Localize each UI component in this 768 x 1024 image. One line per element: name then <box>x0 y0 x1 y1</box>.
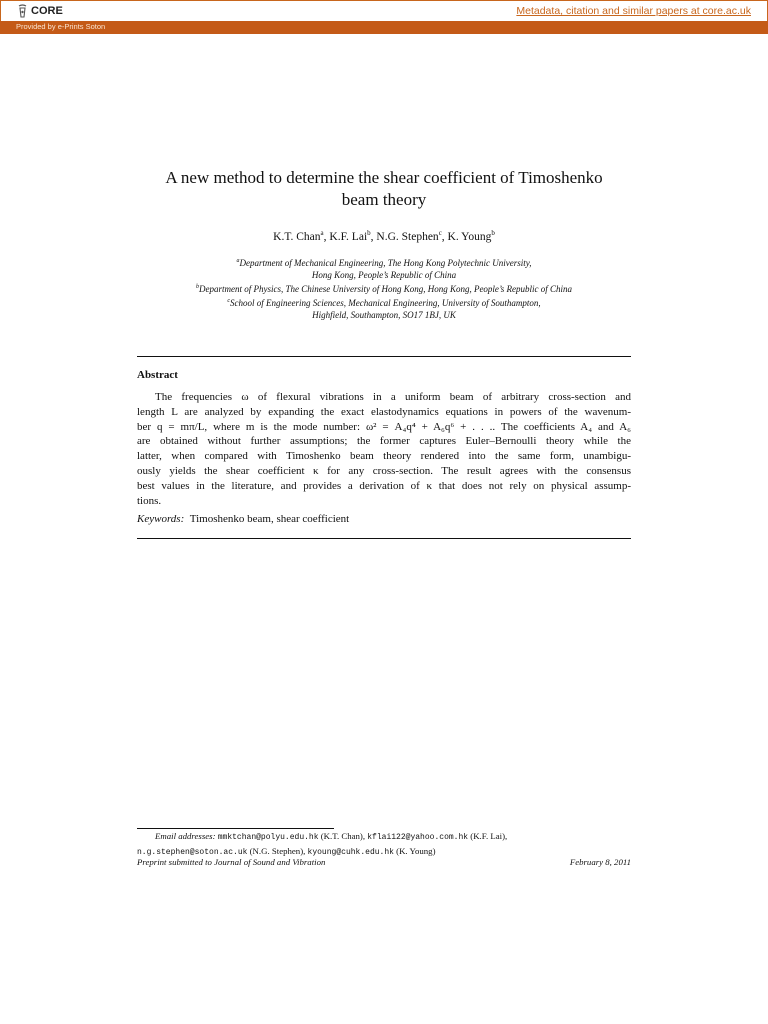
abstract-top-rule <box>137 356 631 357</box>
abstract-line: length L are analyzed by expanding the exact elastodynamics equations in powers of the wavenum- <box>137 405 631 418</box>
affiliation-mark: a <box>236 258 240 264</box>
email-owner: (N.G. Stephen), <box>247 845 308 856</box>
core-logo-icon <box>17 4 28 19</box>
title-line-1: A new method to determine the shear coefficient of Timoshenko <box>165 168 603 187</box>
title-line-2: beam theory <box>341 190 427 209</box>
email-link[interactable]: kflai122@yahoo.com.hk <box>367 833 469 842</box>
affiliation-line: Department of Physics, The Chinese University of Hong Kong, Hong Kong, People’s Republic of China <box>198 284 573 294</box>
core-provider-bar <box>0 21 768 34</box>
abstract-line: ously yields the shear coefficient κ for any cross-section. The result agrees with the consensus <box>137 464 631 477</box>
abstract-line: latter, when compared with Timoshenko beam theory rendered into the same form, unambigu- <box>137 450 631 463</box>
abstract-line: The frequencies ω of flexural vibrations in a uniform beam of arbitrary cross-section and <box>155 391 631 403</box>
affiliation-a-cont: Hong Kong, People’s Republic of China <box>311 270 457 280</box>
core-logo-text: CORE <box>31 5 63 17</box>
affiliation-b <box>120 281 648 295</box>
footnote-emails <box>137 830 631 859</box>
author-list <box>120 229 648 243</box>
affiliation-mark: c <box>227 298 230 304</box>
author: N.G. Stephen <box>376 230 439 243</box>
affiliation-line: Department of Mechanical Engineering, The Hong Kong Polytechnic University, <box>239 258 532 268</box>
affiliation-a <box>120 255 648 269</box>
affiliation-c <box>120 295 648 309</box>
abstract-line: tions. <box>137 494 162 507</box>
abstract-line: ber q = mπ/L, where m is the mode number: ω² = A₄q⁴ + A₆q⁶ + . . .. The coefficients A₄ and A₆ <box>137 420 631 433</box>
author-affiliation-mark: b <box>367 229 371 237</box>
abstract-body <box>137 390 631 508</box>
abstract-heading: Abstract <box>137 369 178 381</box>
preprint-line <box>137 857 631 867</box>
core-metadata-link[interactable]: Metadata, citation and similar papers at core.ac.uk <box>516 5 751 17</box>
author-separator: , <box>323 230 330 243</box>
abstract-line: best values in the literature, and provides a derivation of κ that does not rely on physical assump- <box>137 479 631 492</box>
email-link[interactable]: mmktchan@polyu.edu.hk <box>217 833 319 842</box>
keywords <box>137 513 349 525</box>
author-affiliation-mark: c <box>438 229 442 237</box>
author-affiliation-mark: a <box>320 229 324 237</box>
paper-title <box>120 167 648 211</box>
email-owner: (K.F. Lai), <box>468 831 508 841</box>
abstract-bottom-rule <box>137 538 631 539</box>
author-affiliation-mark: b <box>491 229 495 237</box>
core-header <box>0 0 768 21</box>
footnote-label: Email addresses: <box>155 831 216 841</box>
email-owner: (K. Young) <box>393 845 436 856</box>
author: K. Young <box>447 230 492 243</box>
affiliations <box>120 255 648 321</box>
author-separator: , <box>370 230 377 243</box>
email-owner: (K.T. Chan), <box>318 831 368 841</box>
preprint-date: February 8, 2011 <box>569 857 631 867</box>
keywords-text: Timoshenko beam, shear coefficient <box>189 513 350 525</box>
affiliation-c-cont: Highfield, Southampton, SO17 1BJ, UK <box>312 310 456 320</box>
email-link[interactable]: kyoung@cuhk.edu.hk <box>307 847 394 857</box>
affiliation-mark: b <box>195 284 199 290</box>
provider-text: Provided by e-Prints Soton <box>16 22 106 31</box>
email-link[interactable]: n.g.stephen@soton.ac.uk <box>137 847 248 857</box>
affiliation-line: School of Engineering Sciences, Mechanical Engineering, University of Southampton, <box>229 298 541 308</box>
abstract-line: are obtained without further assumptions; the former captures Euler–Bernoulli theory while the <box>137 435 631 448</box>
footnote-rule <box>137 828 334 829</box>
preprint-venue: Preprint submitted to Journal of Sound and Vibration <box>137 857 326 867</box>
author-separator: , <box>441 230 448 243</box>
core-logo[interactable] <box>17 3 63 19</box>
author: K.T. Chan <box>273 230 321 243</box>
keywords-label: Keywords: <box>137 513 185 525</box>
author: K.F. Lai <box>329 230 368 243</box>
